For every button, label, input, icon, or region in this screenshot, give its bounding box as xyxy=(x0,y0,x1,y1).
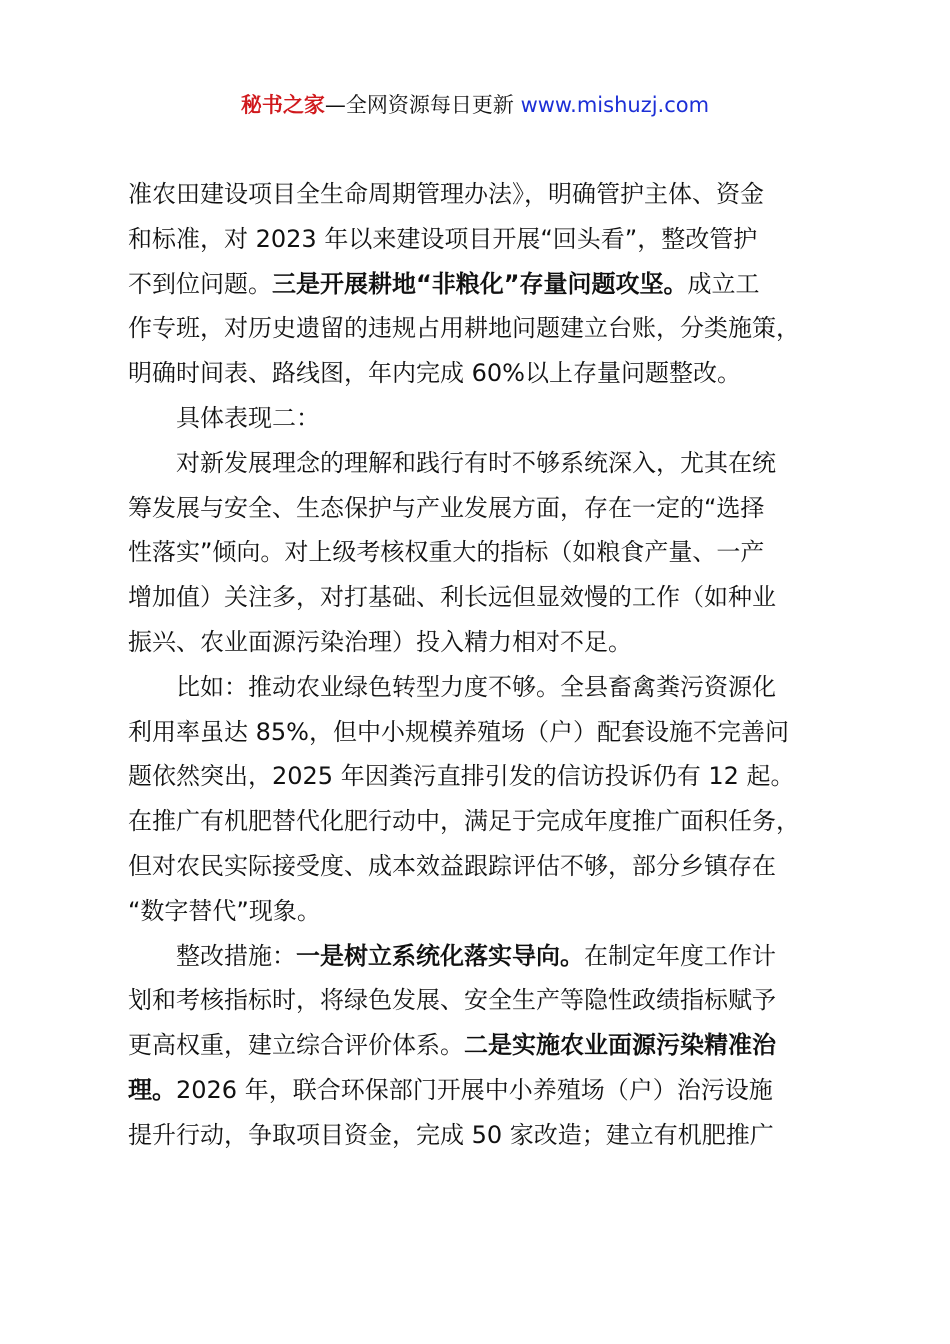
bold-heading-run: 二是实施农业面源污染精准治 xyxy=(464,1031,776,1060)
text-line: 准农田建设项目全生命周期管理办法》，明确管护主体、资金 xyxy=(128,180,764,208)
text-line xyxy=(128,262,840,307)
paragraph-start xyxy=(128,934,840,979)
text-line: 题依然突出，2025 年因粪污直排引发的信访投诉仍有 12 起。 xyxy=(128,762,795,791)
text-line: 振兴、农业面源污染治理）投入精力相对不足。 xyxy=(128,627,632,656)
text-line: 作专班，对历史遗留的违规占用耕地问题建立台账，分类施策， xyxy=(128,314,800,343)
text-line: 和标准，对 2023 年以来建设项目开展“回头看”，整改管护 xyxy=(128,224,758,253)
paragraph-start: 对新发展理念的理解和践行有时不够系统深入，尤其在统 xyxy=(176,448,776,477)
bold-heading-run: 三是开展耕地“非粮化”存量问题攻坚。 xyxy=(272,269,688,298)
text-line: 在推广有机肥替代化肥行动中，满足于完成年度推广面积任务， xyxy=(128,807,800,836)
site-tagline: —全网资源每日更新 xyxy=(324,93,514,117)
text-line: 增加值）关注多，对打基础、利长远但显效慢的工作（如种业 xyxy=(128,583,776,612)
text-line: 明确时间表、路线图，年内完成 60%以上存量问题整改。 xyxy=(128,359,741,388)
text-run: 2026 年，联合环保部门开展中小养殖场（户）治污设施 xyxy=(176,1075,773,1104)
text-run: 成立工 xyxy=(687,269,760,298)
document-body xyxy=(128,172,840,1158)
text-line: 划和考核指标时，将绿色发展、安全生产等隐性政绩指标赋予 xyxy=(128,986,776,1015)
text-line: 性落实”倾向。对上级考核权重大的指标（如粮食产量、一产 xyxy=(128,538,765,567)
text-line xyxy=(128,1023,840,1068)
site-url-link[interactable]: www.mishuzj.com xyxy=(520,93,710,117)
text-line: 但对农民实际接受度、成本效益跟踪评估不够，部分乡镇存在 xyxy=(128,851,776,880)
text-run: 更高权重，建立综合评价体系。 xyxy=(128,1031,464,1060)
text-line xyxy=(128,1068,840,1113)
text-run: 不到位问题。 xyxy=(128,269,272,298)
text-line: 利用率虽达 85%，但中小规模养殖场（户）配套设施不完善问 xyxy=(128,717,789,746)
text-line: 提升行动，争取项目资金，完成 50 家改造；建立有机肥推广 xyxy=(128,1120,774,1149)
site-brand: 秘书之家 xyxy=(240,93,325,117)
text-line: “数字替代”现象。 xyxy=(128,896,321,925)
bold-heading-run: 理。 xyxy=(128,1075,176,1104)
site-header xyxy=(0,88,950,122)
section-heading: 具体表现二： xyxy=(176,403,320,432)
paragraph-start: 比如：推动农业绿色转型力度不够。全县畜禽粪污资源化 xyxy=(176,672,776,701)
text-line: 筹发展与安全、生态保护与产业发展方面，存在一定的“选择 xyxy=(128,493,765,522)
text-run: 整改措施： xyxy=(176,941,296,970)
bold-heading-run: 一是树立系统化落实导向。 xyxy=(296,941,584,970)
text-run: 在制定年度工作计 xyxy=(584,941,776,970)
